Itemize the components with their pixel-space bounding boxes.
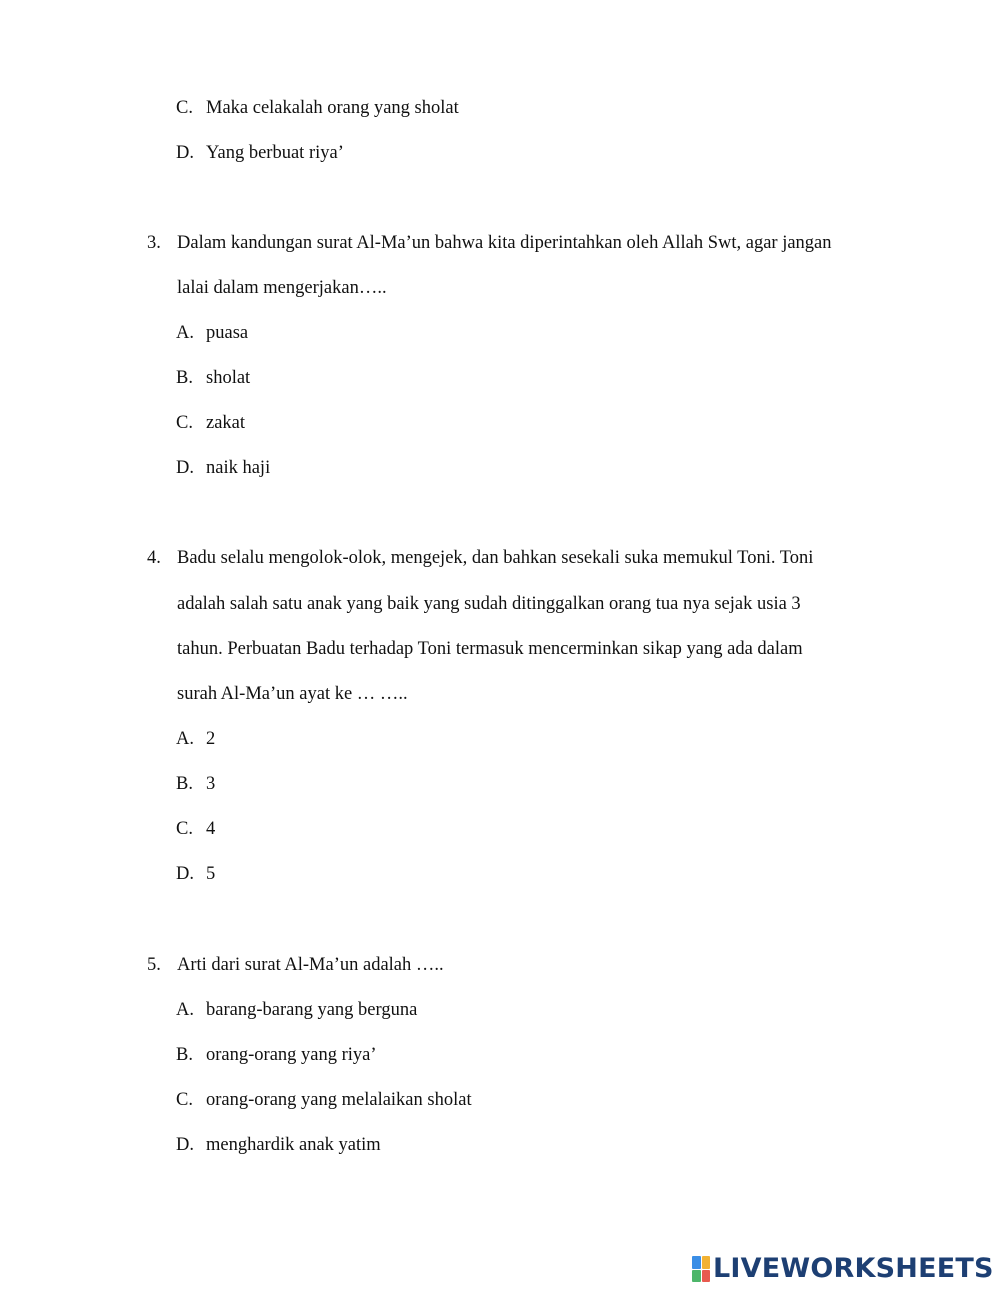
option-letter: D.	[176, 143, 194, 163]
liveworksheets-logo	[692, 1254, 994, 1284]
option-text: 2	[206, 729, 216, 749]
option-text: Yang berbuat riya’	[206, 143, 344, 163]
option-text: barang-barang yang berguna	[206, 1000, 418, 1020]
option-letter: A.	[176, 323, 194, 343]
question-number: 5.	[147, 955, 161, 975]
option-letter: A.	[176, 729, 194, 749]
question-text-line: Dalam kandungan surat Al-Ma’un bahwa kita diperintahkan oleh Allah Swt, agar jangan	[177, 233, 832, 253]
option-letter: D.	[176, 864, 194, 884]
option-letter: C.	[176, 1090, 193, 1110]
liveworksheets-icon	[692, 1256, 710, 1282]
option-text: 3	[206, 774, 216, 794]
icon-block	[702, 1270, 711, 1283]
icon-block	[692, 1256, 701, 1269]
option-text: naik haji	[206, 458, 271, 478]
option-letter: C.	[176, 98, 193, 118]
option-text: orang-orang yang melalaikan sholat	[206, 1090, 472, 1110]
icon-block	[702, 1256, 711, 1269]
option-letter: B.	[176, 774, 193, 794]
option-text: puasa	[206, 323, 249, 343]
option-text: sholat	[206, 368, 251, 388]
option-letter: B.	[176, 1045, 193, 1065]
question-number: 4.	[147, 548, 161, 568]
option-text: orang-orang yang riya’	[206, 1045, 377, 1065]
option-text: 4	[206, 819, 216, 839]
question-text-line: lalai dalam mengerjakan…..	[177, 278, 387, 298]
question-text-line: surah Al-Ma’un ayat ke … …..	[177, 684, 408, 704]
option-letter: D.	[176, 1135, 194, 1155]
option-letter: D.	[176, 458, 194, 478]
option-text: Maka celakalah orang yang sholat	[206, 98, 459, 118]
question-text-line: tahun. Perbuatan Badu terhadap Toni termasuk mencerminkan sikap yang ada dalam	[177, 639, 803, 659]
question-text-line: Badu selalu mengolok-olok, mengejek, dan bahkan sesekali suka memukul Toni. Toni	[177, 548, 814, 568]
option-letter: C.	[176, 819, 193, 839]
option-text: menghardik anak yatim	[206, 1135, 381, 1155]
option-letter: A.	[176, 1000, 194, 1020]
option-text: 5	[206, 864, 216, 884]
question-number: 3.	[147, 233, 161, 253]
question-text-line: Arti dari surat Al-Ma’un adalah …..	[177, 955, 444, 975]
question-text-line: adalah salah satu anak yang baik yang sudah ditinggalkan orang tua nya sejak usia 3	[177, 594, 801, 614]
logo-text: LIVEWORKSHEETS	[713, 1253, 994, 1284]
icon-block	[692, 1270, 701, 1283]
option-text: zakat	[206, 413, 246, 433]
option-letter: B.	[176, 368, 193, 388]
option-letter: C.	[176, 413, 193, 433]
